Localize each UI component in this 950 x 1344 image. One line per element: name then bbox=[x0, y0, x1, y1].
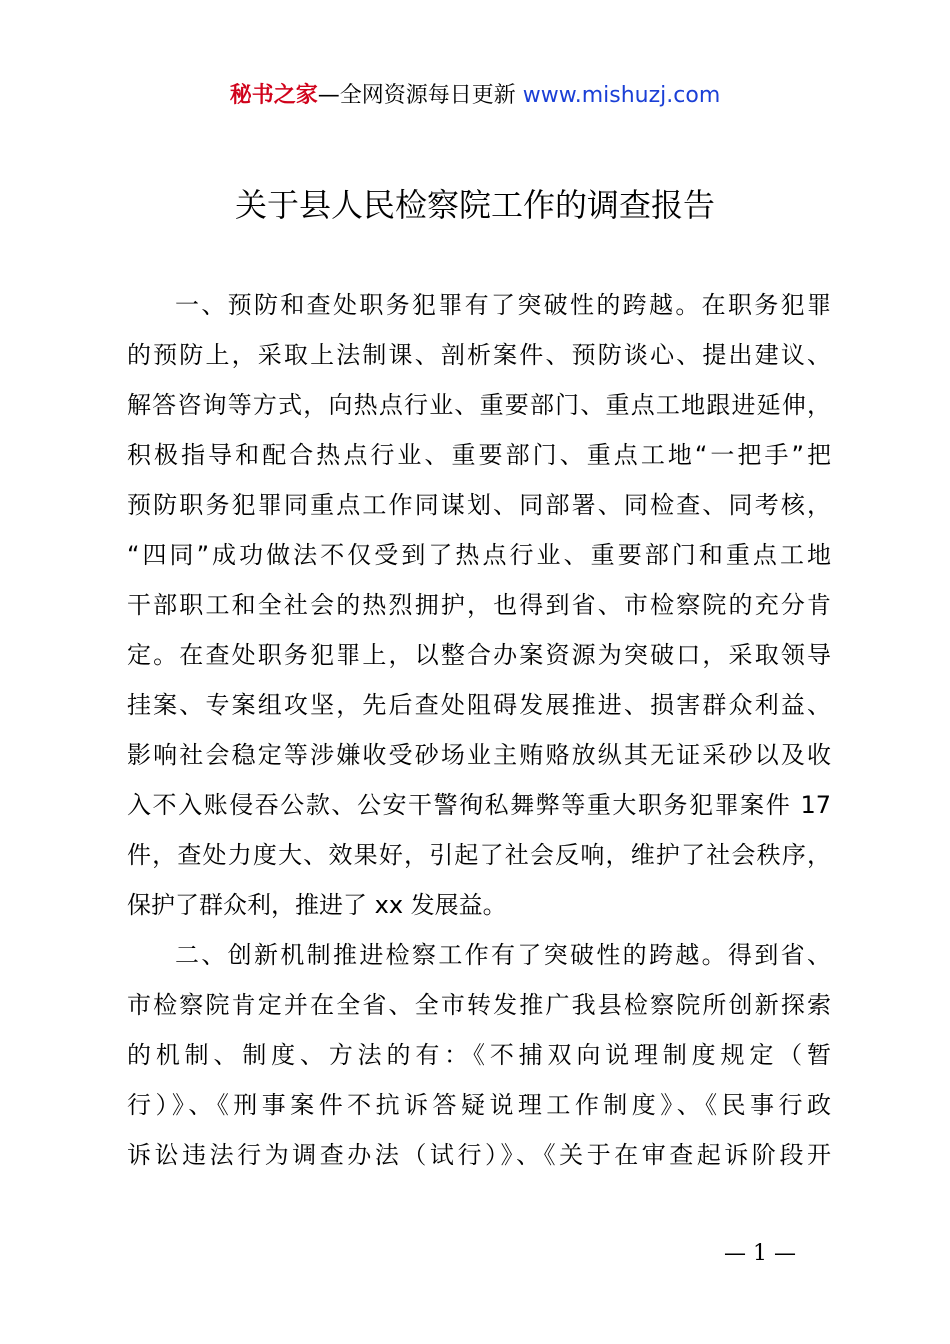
text-line: 诉讼违法行为调查办法（试行）》、《关于在审查起诉阶段开 bbox=[127, 1141, 831, 1169]
text-line: 的预防上，采取上法制课、剖析案件、预防谈心、提出建议、 bbox=[127, 341, 831, 369]
banner-brand: 秘书之家 bbox=[229, 83, 318, 108]
text-line: 行）》、《刑事案件不抗诉答疑说理工作制度》、《民事行政 bbox=[127, 1091, 831, 1119]
text-line: 一、预防和查处职务犯罪有了突破性的跨越。在职务犯罪 bbox=[175, 291, 831, 319]
text-line: 影响社会稳定等涉嫌收受砂场业主贿赂放纵其无证采砂以及收 bbox=[127, 741, 831, 769]
text-line: “四同”成功做法不仅受到了热点行业、重要部门和重点工地 bbox=[127, 541, 831, 569]
banner-slogan: —全网资源每日更新 bbox=[317, 83, 523, 108]
text-line: 挂案、专案组攻坚，先后查处阻碍发展推进、损害群众利益、 bbox=[127, 691, 831, 719]
paragraph-1 bbox=[127, 280, 831, 930]
text-line: 解答咨询等方式，向热点行业、重要部门、重点工地跟进延伸， bbox=[127, 391, 831, 419]
text-line: 入不入账侵吞公款、公安干警徇私舞弊等重大职务犯罪案件 17 bbox=[127, 791, 831, 819]
text-line: 积极指导和配合热点行业、重要部门、重点工地“一把手”把 bbox=[127, 441, 831, 469]
text-line: 件，查处力度大、效果好，引起了社会反响，维护了社会秩序， bbox=[127, 841, 831, 869]
text-line: 保护了群众利，推进了 xx 发展益。 bbox=[127, 891, 507, 919]
text-line: 市检察院肯定并在全省、全市转发推广我县检察院所创新探索 bbox=[127, 991, 831, 1019]
text-line: 二、创新机制推进检察工作有了突破性的跨越。得到省、 bbox=[175, 941, 831, 969]
text-line: 定。在查处职务犯罪上，以整合办案资源为突破口，采取领导 bbox=[127, 641, 831, 669]
paragraph-2 bbox=[127, 930, 831, 1180]
site-banner bbox=[0, 80, 950, 112]
text-line: 的机制、制度、方法的有：《不捕双向说理制度规定（暂 bbox=[127, 1041, 831, 1069]
text-line: 干部职工和全社会的热烈拥护，也得到省、市检察院的充分肯 bbox=[127, 591, 831, 619]
document-body bbox=[127, 280, 831, 1180]
document-title: 关于县人民检察院工作的调查报告 bbox=[234, 186, 715, 224]
text-line: 预防职务犯罪同重点工作同谋划、同部署、同检查、同考核， bbox=[127, 491, 831, 519]
page-number: — 1 — bbox=[724, 1241, 796, 1266]
banner-url-link[interactable]: www.mishuzj.com bbox=[522, 83, 721, 108]
